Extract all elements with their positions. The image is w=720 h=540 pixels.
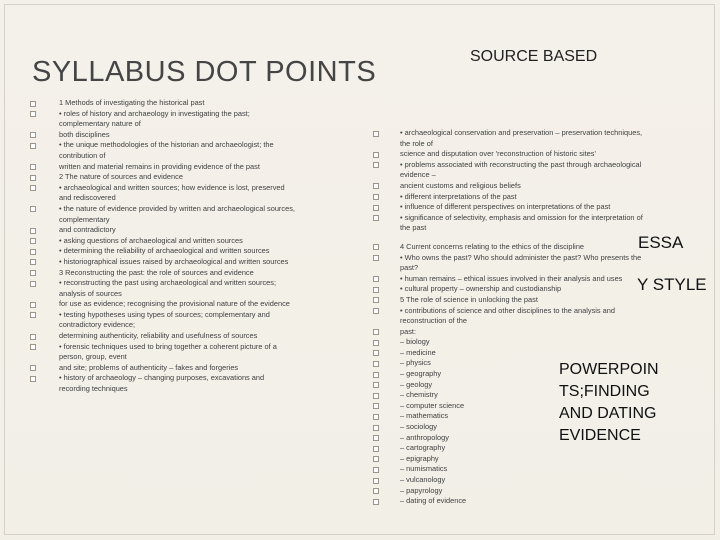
dot-point-line: • the nature of evidence provided by written and archaeological sources, [59, 204, 359, 215]
ppt-line: POWERPOIN [559, 361, 659, 378]
dot-point-line: 4 Current concerns relating to the ethics of the discipline [400, 242, 700, 253]
powerpoints-finding-dating-evidence [559, 359, 719, 447]
dot-point-line: • archaeological and written sources; how evidence is lost, preserved [59, 183, 359, 194]
dot-point-line: • history of archaeology – changing purposes, excavations and [59, 373, 359, 384]
dot-point-line: • testing hypotheses using types of sources; complementary and [59, 310, 359, 321]
ppt-line: AND DATING [559, 405, 657, 422]
dot-point-line: – numismatics [400, 464, 700, 475]
dot-point-line: • historiographical issues raised by archaeological and written sources [59, 257, 359, 268]
dot-point-line: • problems associated with reconstructing the past through archaeological [400, 160, 700, 171]
dot-point-line: • contributions of science and other disciplines to the analysis and [400, 306, 700, 317]
dot-point-line: – mathematics [400, 411, 700, 422]
dot-point-line: • human remains – ethical issues involved in their analysis and uses [400, 274, 700, 285]
dot-point-line: – sociology [400, 422, 700, 433]
right-dot-points [400, 128, 700, 507]
dot-point-line: 5 The role of science in unlocking the past [400, 295, 700, 306]
dot-point-line: – geography [400, 369, 700, 380]
dot-point-line: – epigraphy [400, 454, 700, 465]
dot-point-line: and rediscovered [59, 193, 116, 203]
essay-label: ESSA [638, 233, 684, 252]
dot-point-line: past? [400, 263, 419, 273]
dot-point-line: – biology [400, 337, 700, 348]
dot-point-line: – anthropology [400, 433, 700, 444]
dot-point-line: • the unique methodologies of the historian and archaeologist; the [59, 140, 359, 151]
dot-point-line: ancient customs and religious beliefs [400, 181, 700, 192]
dot-point-line: – physics [400, 358, 700, 369]
dot-point-line: and site; problems of authenticity – fakes and forgeries [59, 363, 359, 374]
dot-point-line: – geology [400, 380, 700, 391]
dot-point-line: and contradictory [59, 225, 359, 236]
dot-point-line: reconstruction of the [400, 316, 467, 326]
dot-point-line: 1 Methods of investigating the historical past [59, 98, 359, 109]
ppt-line: EVIDENCE [559, 427, 641, 444]
dot-point-line: contradictory evidence; [59, 320, 135, 330]
dot-point-line: person, group, event [59, 352, 127, 362]
dot-point-line: • forensic techniques used to bring together a coherent picture of a [59, 342, 359, 353]
dot-point-line: • roles of history and archaeology in investigating the past; [59, 109, 359, 120]
dot-point-line: 2 The nature of sources and evidence [59, 172, 359, 183]
left-dot-points [59, 98, 359, 395]
dot-point-line: – papyrology [400, 486, 700, 497]
dot-point-line: for use as evidence; recognising the provisional nature of the evidence [59, 299, 359, 310]
dot-point-line: both disciplines [59, 130, 359, 141]
dot-point-line: – dating of evidence [400, 496, 700, 507]
dot-point-line: • asking questions of archaeological and written sources [59, 236, 359, 247]
dot-point-line: complementary nature of [59, 119, 141, 129]
dot-point-line: evidence – [400, 170, 436, 180]
dot-point-line: • reconstructing the past using archaeological and written sources; [59, 278, 359, 289]
dot-point-line: – computer science [400, 401, 700, 412]
dot-point-line: • different interpretations of the past [400, 192, 700, 203]
dot-point-line: – medicine [400, 348, 700, 359]
dot-point-line: – cartography [400, 443, 700, 454]
style-label: Y STYLE [637, 275, 707, 294]
dot-point-line: contribution of [59, 150, 106, 160]
slide-title: SYLLABUS DOT POINTS [32, 56, 377, 88]
dot-point-line: complementary [59, 214, 110, 224]
dot-point-line: – vulcanology [400, 475, 700, 486]
dot-point-line: • significance of selectivity, emphasis and omission for the interpretation of [400, 213, 700, 224]
dot-point-line: the past [400, 223, 427, 233]
slide-subtitle: SOURCE BASED [470, 48, 598, 65]
dot-point-line: past: [400, 327, 700, 338]
dot-point-line: determining authenticity, reliability and usefulness of sources [59, 331, 359, 342]
dot-point-line: – chemistry [400, 390, 700, 401]
dot-point-line: • cultural property – ownership and custodianship [400, 284, 700, 295]
dot-point-line: • influence of different perspectives on interpretations of the past [400, 202, 700, 213]
ppt-line: TS;FINDING [559, 383, 650, 400]
dot-point-line: • Who owns the past? Who should administer the past? Who presents the [400, 253, 700, 264]
dot-point-line: written and material remains in providing evidence of the past [59, 162, 359, 173]
dot-point-line: recording techniques [59, 384, 128, 394]
dot-point-line: • archaeological conservation and preservation – preservation techniques, [400, 128, 700, 139]
dot-point-line: • determining the reliability of archaeological and written sources [59, 246, 359, 257]
dot-point-line: 3 Reconstructing the past: the role of sources and evidence [59, 268, 359, 279]
dot-point-line: the role of [400, 138, 433, 148]
dot-point-line: science and disputation over 'reconstruction of historic sites' [400, 149, 700, 160]
dot-point-line: analysis of sources [59, 288, 122, 298]
